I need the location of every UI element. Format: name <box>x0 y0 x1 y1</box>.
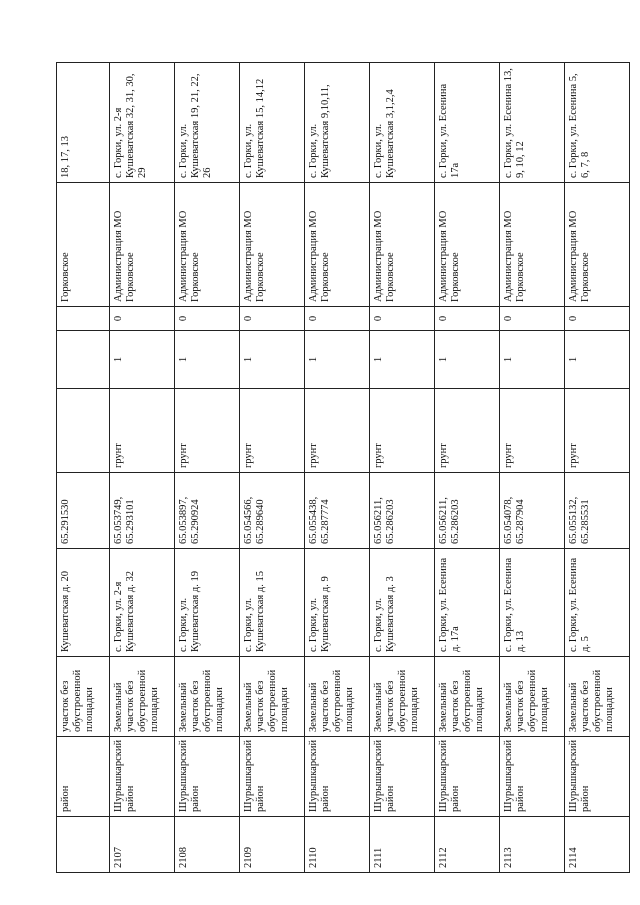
cell-type: Земельный участок без обустроенной площадки <box>110 657 175 737</box>
rotated-sheet <box>56 63 616 873</box>
cell-coords: 65.054566, 65.289640 <box>240 473 305 549</box>
cell-served: с. Горки, ул. Кушеватская 9,10,11, <box>305 63 370 183</box>
cell-zero <box>57 307 110 331</box>
cell-coords: 65.291530 <box>57 473 110 549</box>
cell-address: с. Горки, ул. Есенина д. 17а <box>435 549 500 657</box>
cell-num: 2109 <box>240 817 305 873</box>
cell-type: Земельный участок без обустроенной площадки <box>500 657 565 737</box>
cell-surface: грунт <box>370 389 435 473</box>
table-row <box>565 63 630 873</box>
cell-district: Шурышкарский район <box>565 737 630 817</box>
table-row <box>370 63 435 873</box>
cell-address: Кушеватская д. 20 <box>57 549 110 657</box>
cell-type: Земельный участок без обустроенной площадки <box>305 657 370 737</box>
cell-address: с. Горки, ул. 2-я Кушеватская д. 32 <box>110 549 175 657</box>
cell-address: с. Горки, ул. Кушеватская д. 19 <box>175 549 240 657</box>
cell-count: 1 <box>175 331 240 389</box>
table-row <box>57 63 110 873</box>
cell-served: с. Горки, ул. Кушеватская 19, 21, 22, 26 <box>175 63 240 183</box>
cell-surface: грунт <box>175 389 240 473</box>
cell-surface: грунт <box>565 389 630 473</box>
cell-owner: Администрация МО Горковское <box>500 183 565 307</box>
cell-served: с. Горки, ул. Есенина 13, 9, 10, 12 <box>500 63 565 183</box>
cell-district: Шурышкарский район <box>240 737 305 817</box>
cell-surface: грунт <box>305 389 370 473</box>
cell-owner: Администрация МО Горковское <box>110 183 175 307</box>
cell-zero: 0 <box>565 307 630 331</box>
cell-coords: 65.056211, 65.286203 <box>370 473 435 549</box>
cell-coords: 65.055438, 65.287774 <box>305 473 370 549</box>
cell-address: с. Горки, ул. Есенина д. 13 <box>500 549 565 657</box>
cell-owner: Администрация МО Горковское <box>435 183 500 307</box>
cell-zero: 0 <box>240 307 305 331</box>
cell-type: Земельный участок без обустроенной площадки <box>175 657 240 737</box>
cell-num: 2108 <box>175 817 240 873</box>
cell-type: Земельный участок без обустроенной площадки <box>240 657 305 737</box>
cell-address: с. Горки, ул. Кушеватская д. 3 <box>370 549 435 657</box>
cell-district: Шурышкарский район <box>370 737 435 817</box>
cell-served: с. Горки, ул. 2-я Кушеватская 32, 31, 30, 29 <box>110 63 175 183</box>
cell-zero: 0 <box>435 307 500 331</box>
cell-served: с. Горки, ул. Есенина 5, 6, 7, 8 <box>565 63 630 183</box>
cell-zero: 0 <box>500 307 565 331</box>
cell-type: Земельный участок без обустроенной площадки <box>435 657 500 737</box>
cell-served: с. Горки, ул. Кушеватская 15, 14,12 <box>240 63 305 183</box>
table-row <box>110 63 175 873</box>
cell-address: с. Горки, ул. Есенина д. 5 <box>565 549 630 657</box>
cell-owner: Администрация МО Горковское <box>240 183 305 307</box>
table-row <box>305 63 370 873</box>
cell-surface: грунт <box>110 389 175 473</box>
cell-num: 2107 <box>110 817 175 873</box>
cell-surface <box>57 389 110 473</box>
cell-coords: 65.054078, 65.287904 <box>500 473 565 549</box>
cell-zero: 0 <box>110 307 175 331</box>
cell-num: 2114 <box>565 817 630 873</box>
cell-district: район <box>57 737 110 817</box>
cell-address: с. Горки, ул. Кушеватская д. 9 <box>305 549 370 657</box>
cell-surface: грунт <box>435 389 500 473</box>
cell-type: Земельный участок без обустроенной площадки <box>370 657 435 737</box>
cell-served: 18, 17, 13 <box>57 63 110 183</box>
cell-count: 1 <box>370 331 435 389</box>
cell-count: 1 <box>500 331 565 389</box>
cell-num <box>57 817 110 873</box>
cell-coords: 65.056211, 65.286203 <box>435 473 500 549</box>
table-row <box>500 63 565 873</box>
cell-type: участок без обустроенной площадки <box>57 657 110 737</box>
cell-count: 1 <box>305 331 370 389</box>
sites-table <box>56 62 630 873</box>
cell-surface: грунт <box>500 389 565 473</box>
cell-zero: 0 <box>175 307 240 331</box>
cell-coords: 65.055132, 65.285531 <box>565 473 630 549</box>
cell-owner: Горковское <box>57 183 110 307</box>
cell-num: 2112 <box>435 817 500 873</box>
cell-num: 2113 <box>500 817 565 873</box>
cell-owner: Администрация МО Горковское <box>175 183 240 307</box>
cell-count: 1 <box>110 331 175 389</box>
cell-district: Шурышкарский район <box>500 737 565 817</box>
cell-zero: 0 <box>370 307 435 331</box>
cell-district: Шурышкарский район <box>305 737 370 817</box>
cell-type: Земельный участок без обустроенной площадки <box>565 657 630 737</box>
cell-district: Шурышкарский район <box>175 737 240 817</box>
cell-coords: 65.053897, 65.290924 <box>175 473 240 549</box>
cell-num: 2111 <box>370 817 435 873</box>
table-row <box>435 63 500 873</box>
cell-zero: 0 <box>305 307 370 331</box>
cell-served: с. Горки, ул. Кушеватская 3,1,2,4 <box>370 63 435 183</box>
cell-district: Шурышкарский район <box>435 737 500 817</box>
cell-district: Шурышкарский район <box>110 737 175 817</box>
cell-owner: Администрация МО Горковское <box>565 183 630 307</box>
cell-owner: Администрация МО Горковское <box>370 183 435 307</box>
cell-coords: 65.053749, 65.293101 <box>110 473 175 549</box>
cell-count: 1 <box>435 331 500 389</box>
cell-count <box>57 331 110 389</box>
cell-served: с. Горки, ул. Есенина 17а <box>435 63 500 183</box>
table-row <box>175 63 240 873</box>
cell-num: 2110 <box>305 817 370 873</box>
cell-address: с. Горки, ул. Кушеватская д. 15 <box>240 549 305 657</box>
cell-count: 1 <box>240 331 305 389</box>
cell-surface: грунт <box>240 389 305 473</box>
cell-owner: Администрация МО Горковское <box>305 183 370 307</box>
table-row <box>240 63 305 873</box>
cell-count: 1 <box>565 331 630 389</box>
